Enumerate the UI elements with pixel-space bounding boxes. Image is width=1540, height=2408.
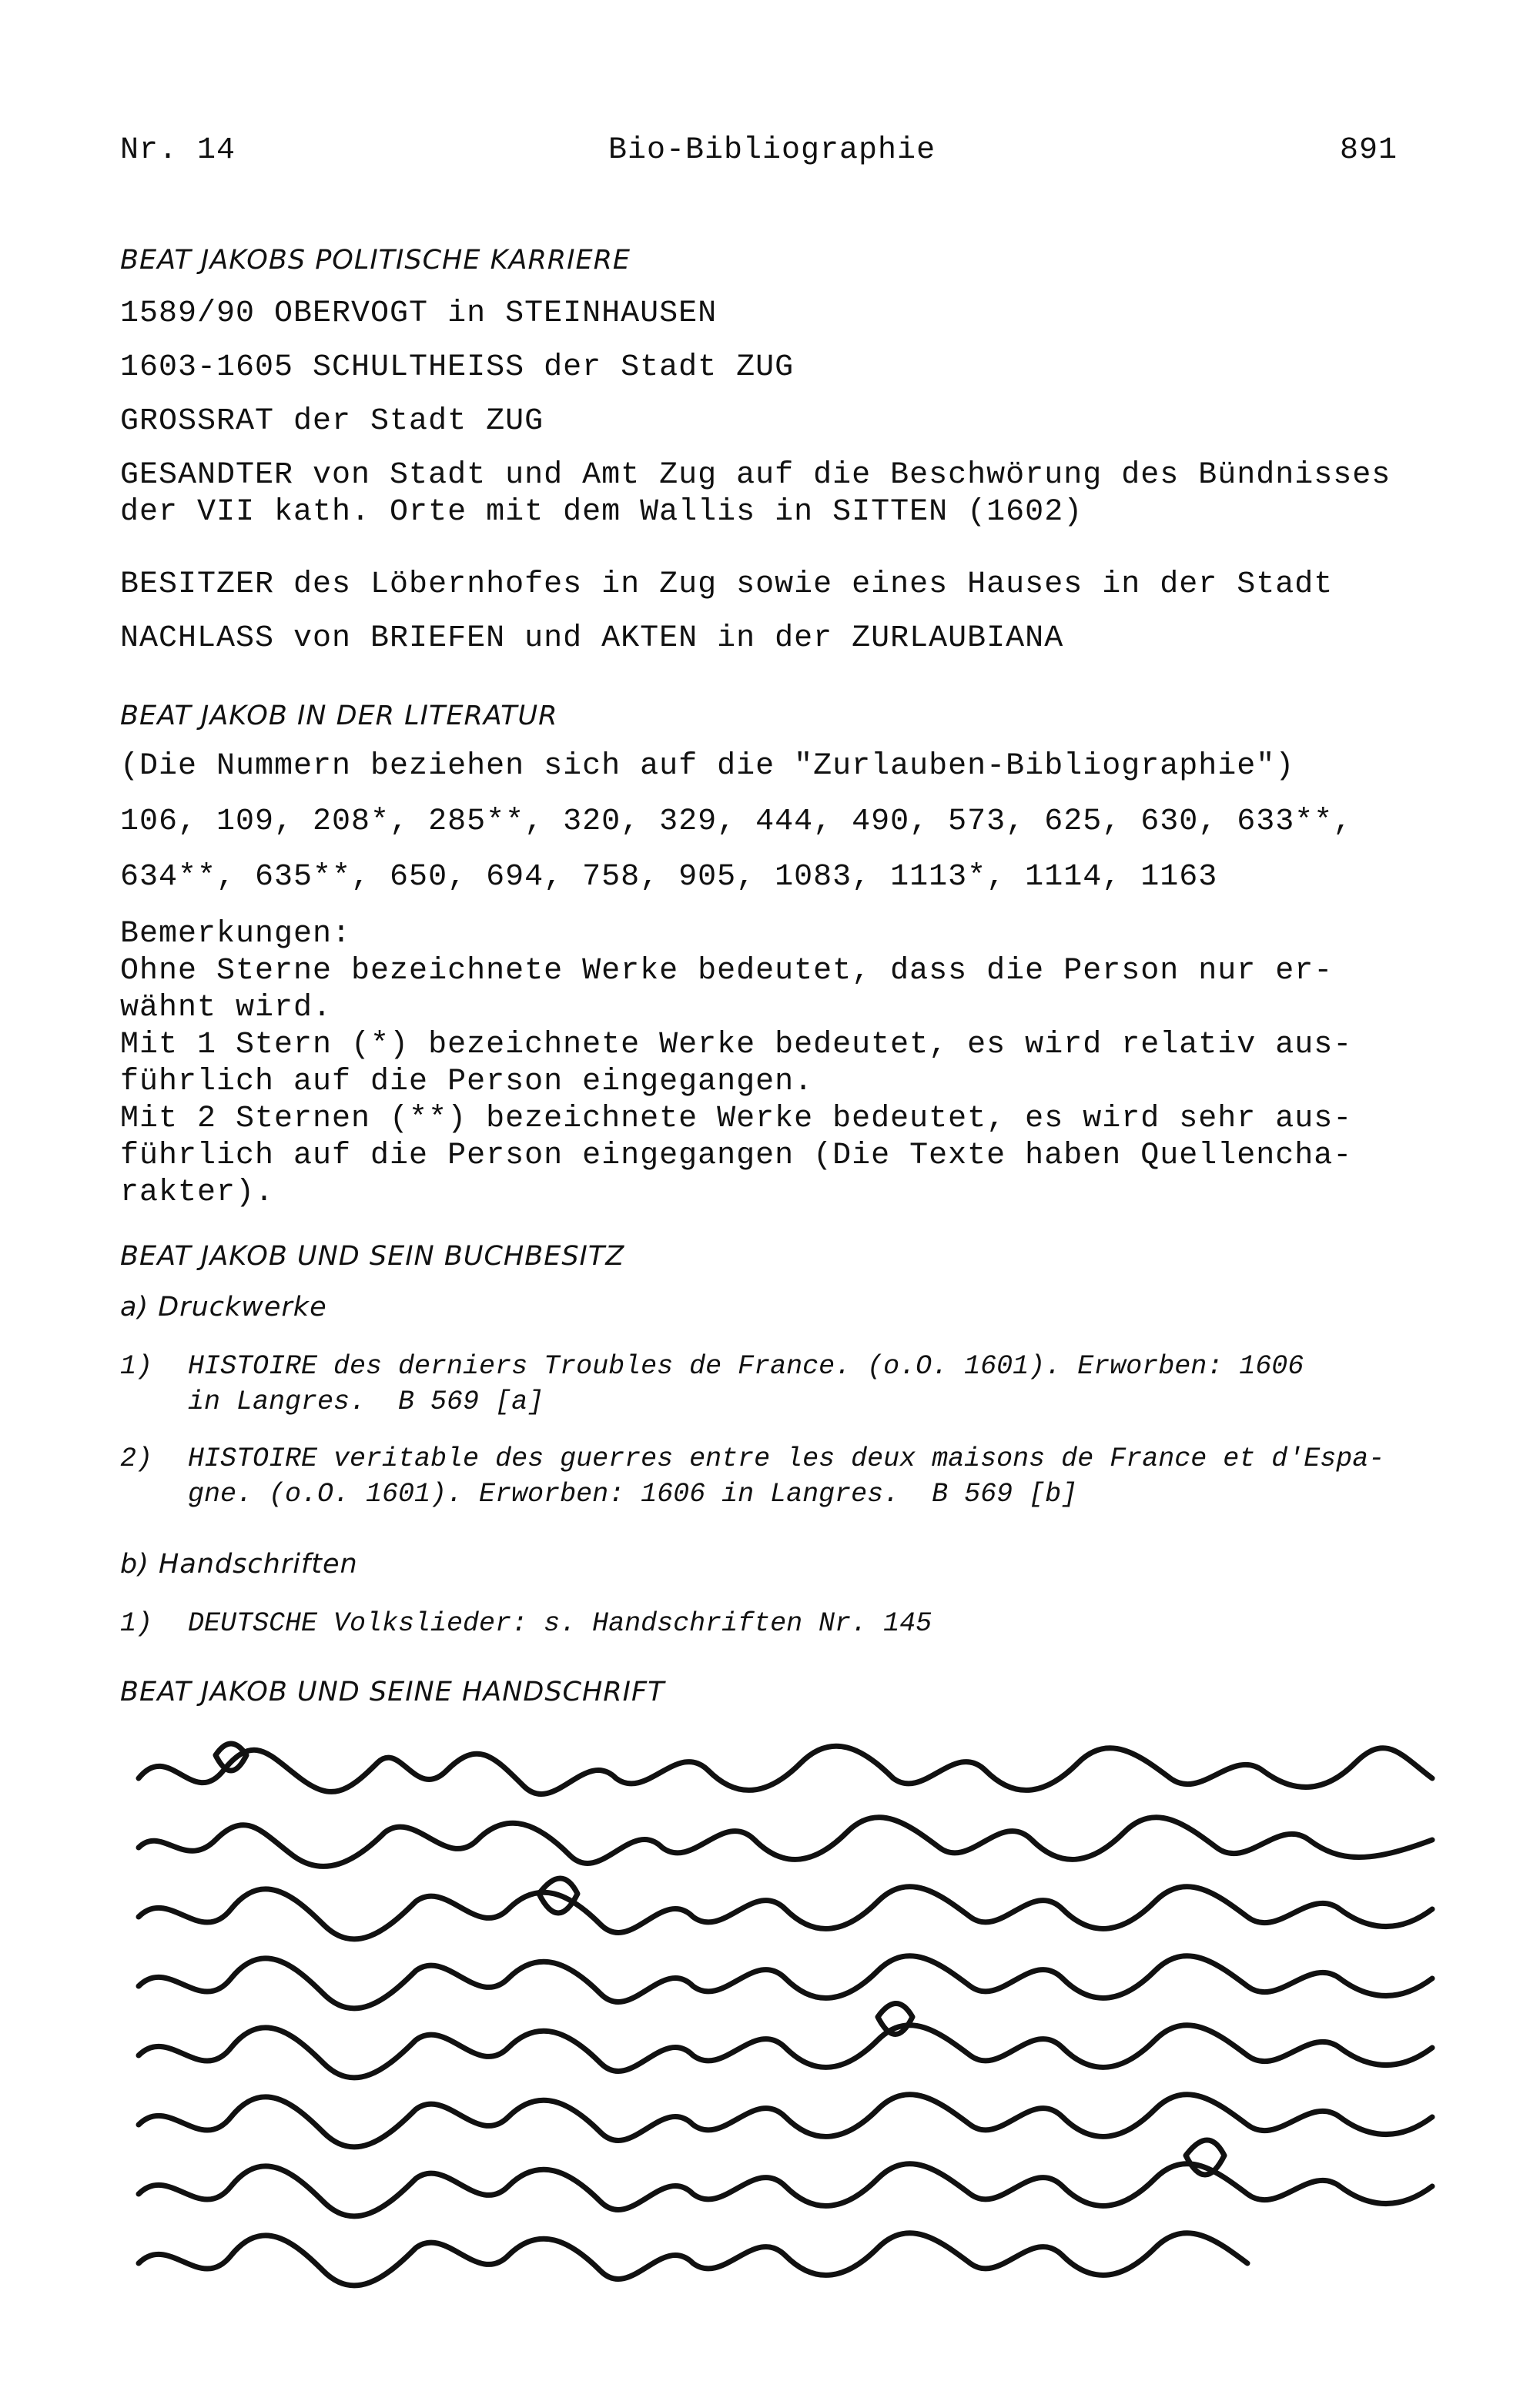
career-line-1: 1589/90 OBERVOGT in STEINHAUSEN — [120, 296, 718, 331]
print-item-1-text: HISTOIRE des derniers Troubles de France. (o.O. 1601). Erworben: 1606 in Langres. B 569 [a] — [188, 1351, 1304, 1417]
header-series-number: Nr. 14 — [120, 133, 236, 168]
handwriting-sample-image — [123, 1724, 1448, 2294]
handwriting-heading: BEAT JAKOB UND SEINE HANDSCHRIFT — [120, 1677, 665, 1707]
career-line-3: GROSSRAT der Stadt ZUG — [120, 404, 544, 439]
career-line-4: GESANDTER von Stadt und Amt Zug auf die Beschwörung des Bündnisses der VII kath. Orte mit dem Wallis in SITTEN (1602) — [120, 458, 1391, 530]
literature-numbers-line-2: 634**, 635**, 650, 694, 758, 905, 1083, 1113*, 1114, 1163 — [120, 860, 1218, 895]
books-subheading-prints: a) Druckwerke — [120, 1292, 327, 1323]
print-item-1-number: 1) — [120, 1351, 153, 1382]
print-item-2-number: 2) — [120, 1443, 153, 1474]
literature-heading: BEAT JAKOB IN DER LITERATUR — [120, 701, 558, 731]
print-item-2-text: HISTOIRE veritable des guerres entre les deux maisons de France et d'Espa- gne. (o.O. 1601). Erworben: 1606 in Langres. B 569 [b] — [188, 1443, 1385, 1510]
career-line-6: NACHLASS von BRIEFEN und AKTEN in der ZURLAUBIANA — [120, 621, 1064, 656]
header-title: Bio-Bibliographie — [608, 133, 936, 168]
manuscript-item-1-number: 1) — [120, 1608, 153, 1639]
books-subheading-manuscripts: b) Handschriften — [120, 1549, 358, 1580]
career-heading: BEAT JAKOBS POLITISCHE KARRIERE — [120, 245, 631, 276]
career-line-5: BESITZER des Löbernhofes in Zug sowie eines Hauses in der Stadt — [120, 567, 1334, 602]
books-heading: BEAT JAKOB UND SEIN BUCHBESITZ — [120, 1241, 625, 1272]
career-line-2: 1603-1605 SCHULTHEISS der Stadt ZUG — [120, 350, 795, 385]
manuscript-item-1-text: DEUTSCHE Volkslieder: s. Handschriften Nr. 145 — [188, 1608, 932, 1639]
literature-intro: (Die Nummern beziehen sich auf die "Zurlauben-Bibliographie") — [120, 749, 1295, 784]
literature-numbers-line-1: 106, 109, 208*, 285**, 320, 329, 444, 490, 573, 625, 630, 633**, — [120, 804, 1353, 839]
literature-remarks: Bemerkungen: Ohne Sterne bezeichnete Werke bedeutet, dass die Person nur er- wähnt wird. Mit 1 Stern (*) bezeichnete Werke bedeutet, es wird relativ aus- führlich auf die Person eingegangen. Mit 2 Sternen (**) bezeichnete Werke bedeutet, es wird sehr aus- führlich auf die Person eingegangen (Die Texte haben Quellencha- rakter). — [120, 917, 1353, 1210]
page-number: 891 — [1340, 133, 1398, 168]
